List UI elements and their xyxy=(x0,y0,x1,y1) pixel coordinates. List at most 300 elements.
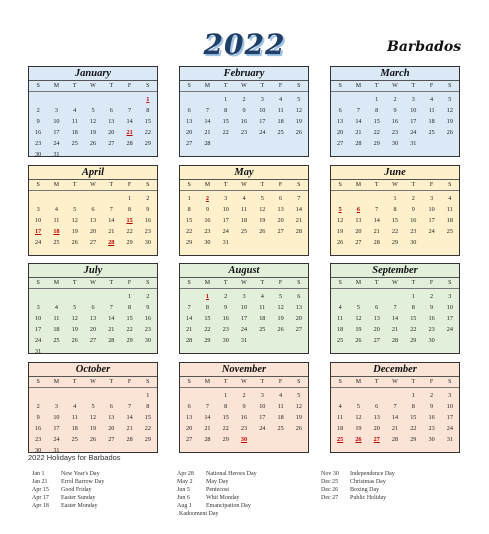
day-cell: 20 xyxy=(355,228,362,235)
day-cell: 19 xyxy=(259,217,266,224)
empty-cell xyxy=(349,193,367,204)
weekday-label: F xyxy=(127,379,132,385)
day-cell: 23 xyxy=(222,326,229,333)
day-cell: 13 xyxy=(108,118,115,125)
weekday-label: F xyxy=(278,182,283,188)
day-cell: 10 xyxy=(35,217,42,224)
day-cell: 2 xyxy=(393,96,397,103)
weekday-label: T xyxy=(260,83,265,89)
empty-cell xyxy=(47,390,65,401)
empty-cell xyxy=(349,390,367,401)
day-cell: 22 xyxy=(373,129,380,136)
weekday-header xyxy=(29,278,157,289)
empty-cell xyxy=(84,193,102,204)
weekday-label: T xyxy=(223,83,228,89)
day-cell: 1 xyxy=(375,96,379,103)
day-cell: 23 xyxy=(428,425,435,432)
weekday-label: M xyxy=(204,379,211,385)
day-cell: 28 xyxy=(355,140,362,147)
day-cell: 9 xyxy=(242,403,246,410)
weekday-label: M xyxy=(355,379,362,385)
day-cell: 12 xyxy=(355,315,362,322)
day-cell: 27 xyxy=(277,228,284,235)
day-cell: 21 xyxy=(126,425,133,432)
day-cell: 10 xyxy=(240,304,248,311)
weekday-label: M xyxy=(355,83,362,89)
day-cell: 21 xyxy=(108,228,115,235)
day-cell: 1 xyxy=(224,392,228,399)
day-cell: 26 xyxy=(89,140,97,147)
weekday-label: S xyxy=(448,379,452,385)
weekday-label: F xyxy=(127,182,132,188)
weekday-header xyxy=(331,81,459,92)
day-cell: 12 xyxy=(89,118,97,125)
day-cell: 10 xyxy=(259,107,266,114)
day-cell: 8 xyxy=(187,206,191,213)
weekday-label: S xyxy=(187,379,191,385)
day-cell: 20 xyxy=(89,228,97,235)
day-cell: 1 xyxy=(128,293,132,300)
weekday-label: S xyxy=(338,182,342,188)
weekday-label: W xyxy=(392,280,398,286)
day-cell: 11 xyxy=(277,107,284,114)
day-cell: 4 xyxy=(54,206,58,213)
holidays-title: 2022 Holidays for Barbados xyxy=(28,453,121,462)
day-cell: 27 xyxy=(186,436,193,443)
day-cell: 13 xyxy=(186,414,193,421)
weekday-label: W xyxy=(241,280,247,286)
month-august xyxy=(179,263,309,354)
holiday-row xyxy=(177,494,317,502)
empty-cell xyxy=(102,94,120,105)
holiday-date: Jan 21 xyxy=(32,479,48,485)
day-cell: 9 xyxy=(146,206,150,213)
day-cell: 19 xyxy=(355,425,362,432)
weekday-label: F xyxy=(429,280,434,286)
day-cell: 14 xyxy=(186,315,193,322)
day-cell: 30 xyxy=(144,239,151,246)
holiday-day: 15 xyxy=(126,217,133,224)
day-cell: 3 xyxy=(411,96,415,103)
holiday-date: Nov 30 xyxy=(321,471,339,477)
day-cell: 10 xyxy=(53,414,60,421)
day-cell: 4 xyxy=(279,392,283,399)
weekday-label: F xyxy=(127,280,132,286)
day-cell: 6 xyxy=(187,403,191,410)
holiday-day: 6 xyxy=(356,206,360,213)
day-cell: 19 xyxy=(295,414,302,421)
empty-cell xyxy=(331,94,349,105)
day-grid xyxy=(331,289,459,346)
weekday-label: T xyxy=(72,182,77,188)
day-cell: 6 xyxy=(91,206,95,213)
day-cell: 29 xyxy=(126,239,133,246)
empty-cell xyxy=(29,390,47,401)
day-cell: 15 xyxy=(410,414,417,421)
day-cell: 5 xyxy=(260,195,264,202)
day-cell: 19 xyxy=(446,118,453,125)
day-cell: 5 xyxy=(356,304,360,311)
day-cell: 3 xyxy=(54,107,58,114)
day-cell: 26 xyxy=(259,228,266,235)
empty-cell xyxy=(198,390,216,401)
day-cell: 7 xyxy=(393,403,397,410)
weekday-label: F xyxy=(278,280,283,286)
day-cell: 24 xyxy=(35,239,42,246)
day-cell: 9 xyxy=(224,304,228,311)
day-cell: 14 xyxy=(373,217,380,224)
day-cell: 13 xyxy=(89,217,97,224)
empty-cell xyxy=(120,390,138,401)
day-cell: 7 xyxy=(205,403,209,410)
day-cell: 19 xyxy=(355,326,362,333)
day-cell: 8 xyxy=(128,304,132,311)
day-cell: 13 xyxy=(373,315,380,322)
day-cell: 26 xyxy=(71,239,78,246)
day-cell: 16 xyxy=(35,425,42,432)
day-cell: 28 xyxy=(373,239,380,246)
day-cell: 21 xyxy=(204,129,211,136)
day-cell: 11 xyxy=(337,414,344,421)
day-cell: 16 xyxy=(240,118,248,125)
empty-cell xyxy=(331,390,349,401)
day-cell: 24 xyxy=(259,425,266,432)
day-cell: 11 xyxy=(241,206,247,213)
day-cell: 10 xyxy=(410,107,417,114)
day-cell: 30 xyxy=(35,151,42,158)
day-cell: 12 xyxy=(355,414,362,421)
weekday-label: M xyxy=(53,280,60,286)
day-cell: 13 xyxy=(89,315,97,322)
holiday-day: 21 xyxy=(126,129,133,136)
empty-cell xyxy=(102,193,120,204)
day-cell: 26 xyxy=(71,337,78,344)
day-cell: 6 xyxy=(91,304,95,311)
day-cell: 15 xyxy=(204,315,211,322)
day-cell: 22 xyxy=(144,129,151,136)
day-cell: 24 xyxy=(53,436,60,443)
day-cell: 12 xyxy=(89,414,97,421)
weekday-label: T xyxy=(109,83,114,89)
day-cell: 15 xyxy=(222,118,229,125)
weekday-header xyxy=(331,180,459,191)
day-cell: 19 xyxy=(295,118,302,125)
weekday-label: S xyxy=(297,379,301,385)
empty-cell xyxy=(180,291,198,302)
holiday-name: Whit Monday xyxy=(206,495,240,501)
day-cell: 31 xyxy=(446,436,453,443)
day-cell: 30 xyxy=(410,239,417,246)
holiday-row xyxy=(177,478,317,486)
weekday-label: F xyxy=(278,83,283,89)
day-cell: 31 xyxy=(410,140,417,147)
holiday-day: 1 xyxy=(205,293,209,300)
day-cell: 18 xyxy=(446,217,453,224)
day-cell: 27 xyxy=(186,140,193,147)
holiday-name: New Year's Day xyxy=(61,471,100,477)
day-cell: 8 xyxy=(146,403,150,410)
holiday-row xyxy=(32,494,172,502)
day-cell: 3 xyxy=(448,293,452,300)
day-cell: 18 xyxy=(277,414,284,421)
weekday-label: T xyxy=(374,83,379,89)
holiday-name: Independence Day xyxy=(350,471,395,477)
day-cell: 9 xyxy=(36,414,40,421)
day-cell: 31 xyxy=(35,348,42,355)
day-cell: 11 xyxy=(71,118,78,125)
day-cell: 8 xyxy=(224,403,228,410)
holiday-day: 28 xyxy=(108,239,115,246)
day-cell: 23 xyxy=(35,140,42,147)
weekday-label: S xyxy=(297,83,301,89)
day-cell: 17 xyxy=(35,326,42,333)
weekday-label: S xyxy=(36,182,40,188)
day-cell: 9 xyxy=(411,206,415,213)
day-cell: 30 xyxy=(204,239,211,246)
day-cell: 19 xyxy=(89,425,97,432)
day-cell: 25 xyxy=(277,425,284,432)
day-cell: 30 xyxy=(222,337,229,344)
month-december xyxy=(330,362,460,453)
holiday-date: Apr 17 xyxy=(32,495,49,501)
month-february xyxy=(179,66,309,157)
day-cell: 15 xyxy=(144,414,151,421)
day-cell: 24 xyxy=(259,129,266,136)
weekday-label: M xyxy=(204,280,211,286)
holiday-name: National Heroes Day xyxy=(206,471,257,477)
day-cell: 14 xyxy=(355,118,362,125)
day-cell: 16 xyxy=(204,217,211,224)
weekday-label: S xyxy=(187,280,191,286)
day-cell: 30 xyxy=(428,436,435,443)
day-cell: 18 xyxy=(277,118,284,125)
day-cell: 14 xyxy=(391,315,399,322)
day-cell: 25 xyxy=(428,129,435,136)
day-cell: 26 xyxy=(446,129,453,136)
day-cell: 15 xyxy=(144,118,151,125)
day-cell: 17 xyxy=(53,425,60,432)
weekday-label: T xyxy=(260,379,265,385)
day-cell: 7 xyxy=(356,107,360,114)
empty-cell xyxy=(47,291,65,302)
day-cell: 17 xyxy=(446,315,453,322)
day-cell: 6 xyxy=(297,293,301,300)
weekday-label: W xyxy=(241,379,247,385)
day-cell: 11 xyxy=(337,315,344,322)
weekday-label: S xyxy=(36,280,40,286)
calendar-grid xyxy=(28,66,460,454)
month-title: August xyxy=(180,264,308,278)
day-cell: 21 xyxy=(391,326,399,333)
weekday-label: T xyxy=(109,280,114,286)
day-cell: 8 xyxy=(146,107,150,114)
day-cell: 4 xyxy=(73,107,77,114)
day-cell: 16 xyxy=(240,414,248,421)
day-cell: 7 xyxy=(109,206,113,213)
day-cell: 6 xyxy=(279,195,283,202)
day-cell: 12 xyxy=(71,315,78,322)
weekday-label: T xyxy=(223,182,228,188)
weekday-label: S xyxy=(187,182,191,188)
weekday-label: S xyxy=(187,83,191,89)
day-cell: 8 xyxy=(411,304,415,311)
weekday-label: M xyxy=(355,182,362,188)
day-cell: 10 xyxy=(222,206,229,213)
empty-cell xyxy=(349,291,367,302)
day-cell: 5 xyxy=(91,107,95,114)
holiday-date: May 2 xyxy=(177,479,193,485)
day-cell: 4 xyxy=(279,96,283,103)
empty-cell xyxy=(66,193,84,204)
day-cell: 20 xyxy=(337,129,344,136)
day-cell: 31 xyxy=(53,151,60,158)
weekday-header xyxy=(29,377,157,388)
weekday-label: S xyxy=(448,83,452,89)
holiday-name: Christmas Day xyxy=(350,479,386,485)
day-cell: 25 xyxy=(259,326,266,333)
day-cell: 5 xyxy=(279,293,283,300)
weekday-label: W xyxy=(90,379,96,385)
day-cell: 13 xyxy=(295,304,302,311)
weekday-label: S xyxy=(297,182,301,188)
day-cell: 30 xyxy=(35,447,42,454)
empty-cell xyxy=(47,193,65,204)
weekday-label: T xyxy=(411,379,416,385)
holiday-date: Jun 6 xyxy=(177,495,190,501)
day-cell: 28 xyxy=(391,436,399,443)
day-cell: 7 xyxy=(205,107,209,114)
day-cell: 20 xyxy=(295,315,302,322)
holiday-row xyxy=(32,502,172,510)
day-cell: 24 xyxy=(428,228,435,235)
day-cell: 7 xyxy=(393,304,397,311)
day-grid xyxy=(29,388,157,456)
day-cell: 22 xyxy=(126,228,133,235)
holiday-name: Boxing Day xyxy=(350,487,380,493)
day-cell: 6 xyxy=(375,403,379,410)
day-cell: 31 xyxy=(240,337,248,344)
day-cell: 17 xyxy=(410,118,417,125)
day-cell: 19 xyxy=(71,228,78,235)
month-january xyxy=(28,66,158,157)
month-march xyxy=(330,66,460,157)
day-cell: 22 xyxy=(391,228,399,235)
day-cell: 27 xyxy=(295,326,302,333)
day-cell: 7 xyxy=(109,304,113,311)
weekday-label: T xyxy=(72,379,77,385)
day-cell: 31 xyxy=(222,239,229,246)
month-title: January xyxy=(29,67,157,81)
day-cell: 18 xyxy=(71,129,78,136)
day-cell: 15 xyxy=(391,217,399,224)
empty-cell xyxy=(29,291,47,302)
weekday-label: F xyxy=(127,83,132,89)
weekday-label: T xyxy=(411,83,416,89)
day-cell: 4 xyxy=(260,293,264,300)
day-cell: 31 xyxy=(53,447,60,454)
empty-cell xyxy=(349,94,367,105)
empty-cell xyxy=(66,94,84,105)
day-cell: 12 xyxy=(295,403,302,410)
weekday-label: M xyxy=(204,182,211,188)
weekday-label: M xyxy=(53,379,60,385)
day-cell: 29 xyxy=(410,436,417,443)
day-cell: 25 xyxy=(71,140,78,147)
holiday-day: 18 xyxy=(53,228,60,235)
day-cell: 16 xyxy=(410,217,417,224)
day-cell: 3 xyxy=(242,293,246,300)
day-cell: 9 xyxy=(393,107,397,114)
day-cell: 19 xyxy=(337,228,344,235)
holiday-date: Dec 26 xyxy=(321,487,339,493)
month-title: April xyxy=(29,166,157,180)
holiday-name: Easter Sunday xyxy=(61,495,96,501)
day-cell: 28 xyxy=(108,337,115,344)
holiday-row xyxy=(177,502,317,510)
day-cell: 25 xyxy=(446,228,453,235)
day-cell: 20 xyxy=(186,129,193,136)
weekday-label: S xyxy=(36,379,40,385)
day-cell: 11 xyxy=(53,217,60,224)
weekday-label: S xyxy=(146,182,150,188)
day-cell: 18 xyxy=(71,425,78,432)
day-cell: 2 xyxy=(242,96,246,103)
holiday-day: 25 xyxy=(337,436,344,443)
day-cell: 22 xyxy=(222,129,229,136)
holiday-row xyxy=(321,486,461,494)
day-cell: 29 xyxy=(144,436,151,443)
day-cell: 18 xyxy=(337,425,344,432)
day-grid xyxy=(180,191,308,248)
empty-cell xyxy=(331,291,349,302)
day-cell: 11 xyxy=(277,403,284,410)
day-cell: 7 xyxy=(128,107,132,114)
day-cell: 17 xyxy=(446,414,453,421)
day-cell: 5 xyxy=(73,206,77,213)
empty-cell xyxy=(368,193,386,204)
day-cell: 4 xyxy=(338,403,342,410)
day-cell: 8 xyxy=(224,107,228,114)
day-cell: 12 xyxy=(259,206,266,213)
day-cell: 1 xyxy=(224,96,228,103)
day-cell: 23 xyxy=(240,129,248,136)
weekday-label: T xyxy=(374,280,379,286)
weekday-label: M xyxy=(355,280,362,286)
empty-cell xyxy=(29,94,47,105)
day-cell: 23 xyxy=(35,436,42,443)
month-october xyxy=(28,362,158,453)
day-cell: 14 xyxy=(108,217,115,224)
day-cell: 2 xyxy=(146,293,150,300)
day-cell: 25 xyxy=(337,337,344,344)
day-cell: 2 xyxy=(224,293,228,300)
day-grid xyxy=(331,92,459,149)
day-cell: 24 xyxy=(446,425,453,432)
day-cell: 1 xyxy=(393,195,397,202)
day-cell: 8 xyxy=(393,206,397,213)
day-cell: 3 xyxy=(260,96,264,103)
day-cell: 27 xyxy=(89,337,97,344)
day-cell: 13 xyxy=(337,118,344,125)
day-cell: 19 xyxy=(71,326,78,333)
day-cell: 4 xyxy=(430,96,434,103)
day-cell: 3 xyxy=(36,304,40,311)
month-november xyxy=(179,362,309,453)
weekday-label: W xyxy=(392,182,398,188)
day-cell: 29 xyxy=(391,239,399,246)
weekday-label: T xyxy=(72,83,77,89)
day-cell: 20 xyxy=(89,326,97,333)
